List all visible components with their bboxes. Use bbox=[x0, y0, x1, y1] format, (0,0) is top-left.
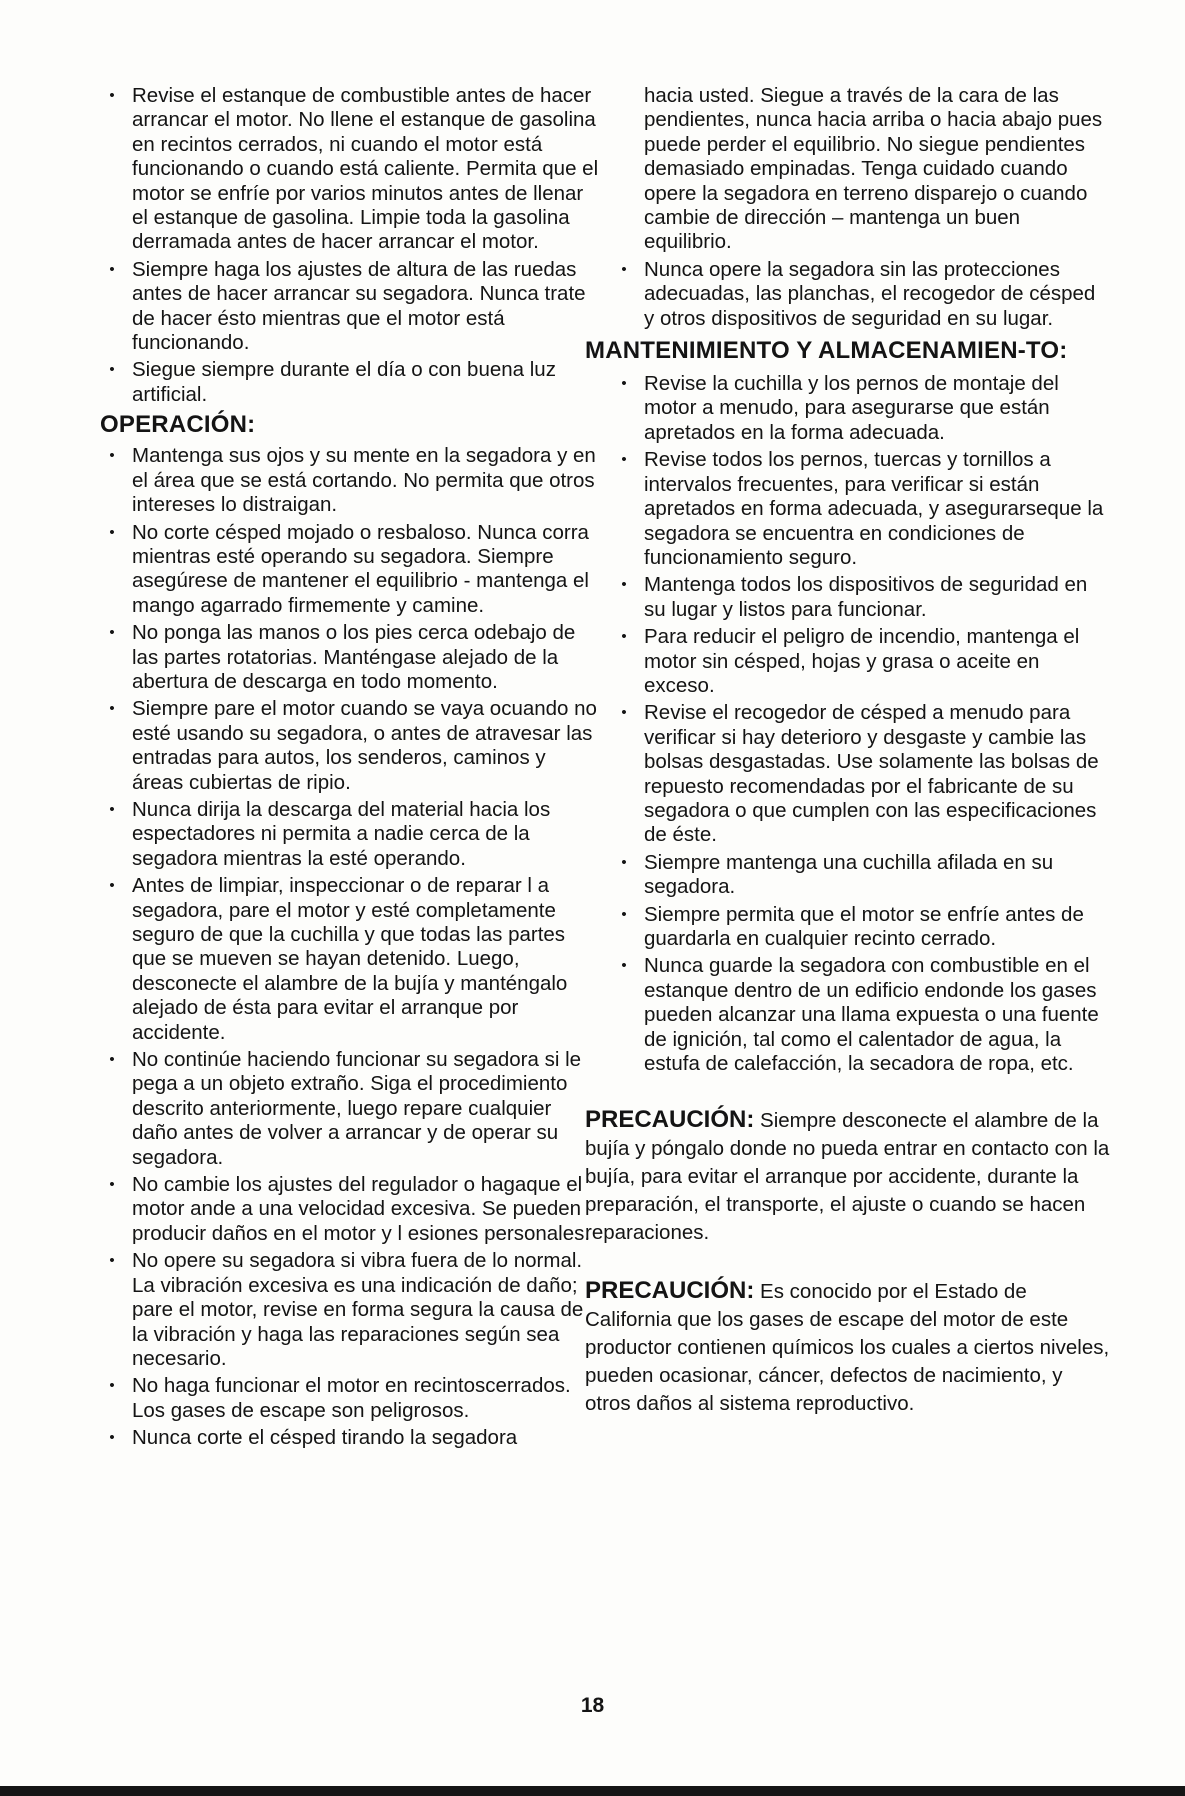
list-item: • Mantenga todos los dispositivos de seguridad en su lugar y listos para funcionar. bbox=[612, 573, 1110, 622]
bullet: • bbox=[109, 1429, 115, 1447]
caution-text: Siempre desconecte el alambre de la bujía y póngalo donde no pueda entrar en contacto con la bujía, para evitar el arranque por accidente, durante la preparación, el transporte, el ajuste o cuando se hacen reparaciones. bbox=[585, 1109, 1110, 1245]
bullet: • bbox=[109, 800, 115, 818]
list-item: • No haga funcionar el motor en recintoscerrados. Los gases de escape son peligrosos. bbox=[100, 1374, 600, 1423]
bullet: • bbox=[621, 853, 627, 871]
maintenance-list bbox=[612, 372, 1110, 1076]
list-item: • Siempre mantenga una cuchilla afilada en su segadora. bbox=[612, 851, 1110, 900]
bullet: • bbox=[109, 523, 115, 541]
bullet: • bbox=[109, 700, 115, 718]
list-item: • Siegue siempre durante el día o con buena luz artificial. bbox=[100, 358, 600, 407]
bullet: • bbox=[621, 957, 627, 975]
bullet: • bbox=[109, 260, 115, 278]
list-item: • No opere su segadora si vibra fuera de lo normal. La vibración excesiva es una indicación de daño; pare el motor, revise en forma segura la causa de la vibración y haga las reparaciones según sea necesario. bbox=[100, 1249, 600, 1371]
bullet: • bbox=[621, 905, 627, 923]
list-item: • Nunca opere la segadora sin las protecciones adecuadas, las planchas, el recogedor de césped y otros dispositivos de seguridad en su lugar. bbox=[612, 258, 1110, 331]
bullet: • bbox=[621, 260, 627, 278]
bullet: • bbox=[109, 624, 115, 642]
intro-list bbox=[100, 84, 600, 407]
page-number: 18 bbox=[580, 1694, 605, 1717]
bullet: • bbox=[621, 576, 627, 594]
list-item: • Para reducir el peligro de incendio, mantenga el motor sin césped, hojas y grasa o aceite en exceso. bbox=[612, 625, 1110, 698]
bullet: • bbox=[621, 704, 627, 722]
list-item: • Revise el estanque de combustible antes de hacer arrancar el motor. No llene el estanque de gasolina en recintos cerrados, ni cuando el motor está funcionando o cuando está caliente. Permita que el motor se enfríe por varios minutos antes de llenar el estanque de gasolina. Limpie toda la gasolina derramada antes de hacer arrancar el motor. bbox=[100, 84, 600, 255]
bullet: • bbox=[109, 1252, 115, 1270]
page-bottom-edge bbox=[0, 1786, 1185, 1796]
maintenance-heading: MANTENIMIENTO Y ALMACENAMIEN-TO: bbox=[585, 337, 1068, 365]
operation-heading: OPERACIÓN: bbox=[100, 411, 256, 439]
continued-paragraph: hacia usted. Siegue a través de la cara de las pendientes, nunca hacia arriba o hacia abajo pues puede perder el equilibrio. No siegue pendientes demasiado empinadas. Tenga cuidado cuando opere la segadora en terreno disparejo o cuando cambie de dirección – mantenga un buen equilibrio. bbox=[644, 84, 1103, 254]
list-item: • Nunca corte el césped tirando la segadora bbox=[100, 1426, 600, 1450]
bullet: • bbox=[109, 87, 115, 104]
bullet: • bbox=[109, 1176, 115, 1194]
list-item: • Revise la cuchilla y los pernos de montaje del motor a menudo, para asegurarse que están apretados en la forma adecuada. bbox=[612, 372, 1110, 445]
bullet: • bbox=[621, 451, 627, 469]
caution-paragraph bbox=[585, 1106, 1110, 1247]
bullet: • bbox=[109, 361, 115, 379]
caution-label: PRECAUCIÓN: bbox=[585, 1106, 755, 1134]
caution-block-california bbox=[585, 1277, 1110, 1418]
list-item: • Siempre haga los ajustes de altura de las ruedas antes de hacer arrancar su segadora. Nunca trate de hacer ésto mientras que el motor está funcionando. bbox=[100, 258, 600, 356]
list-item: • Nunca dirija la descarga del material hacia los espectadores ni permita a nadie cerca de la segadora mientras la esté operando. bbox=[100, 798, 600, 871]
extra-list bbox=[612, 258, 1110, 331]
bullet: • bbox=[621, 375, 627, 393]
list-item: • Nunca guarde la segadora con combustible en el estanque dentro de un edificio endonde los gases pueden alcanzar una llama expuesta o una fuente de ignición, tal como el calentador de agua, la estufa de calefacción, la secadora de ropa, etc. bbox=[612, 954, 1110, 1076]
list-item: • Revise todos los pernos, tuercas y tornillos a intervalos frecuentes, para verificar si están apretados en forma adecuada, y asegurarseque la segadora se encuentra en condiciones de funcionamiento seguro. bbox=[612, 448, 1110, 570]
list-item: • No ponga las manos o los pies cerca odebajo de las partes rotatorias. Manténgase alejado de la abertura de descarga en todo momento. bbox=[100, 621, 600, 694]
bullet: • bbox=[621, 628, 627, 646]
list-item: • Siempre permita que el motor se enfríe antes de guardarla en cualquier recinto cerrado. bbox=[612, 903, 1110, 952]
operation-list bbox=[100, 444, 600, 1450]
list-item: • No corte césped mojado o resbaloso. Nunca corra mientras esté operando su segadora. Siempre asegúrese de mantener el equilibrio - mantenga el mango agarrado firmemente y camine. bbox=[100, 521, 600, 619]
left-column bbox=[100, 84, 600, 1454]
list-item: • Antes de limpiar, inspeccionar o de reparar l a segadora, pare el motor y esté completamente seguro de que la cuchilla y que todas las partes que se mueven se hayan detenido. Luego, desconecte el alambre de la bujía y manténgalo alejado de ésta para evitar el arranque por accidente. bbox=[100, 874, 600, 1045]
list-item: • Siempre pare el motor cuando se vaya ocuando no esté usando su segadora, o antes de atravesar las entradas para autos, los senderos, caminos y áreas cubiertas de ripio. bbox=[100, 697, 600, 795]
list-item: • Mantenga sus ojos y su mente en la segadora y en el área que se está cortando. No permita que otros intereses lo distraigan. bbox=[100, 444, 600, 517]
caution-text: Es conocido por el Estado de California que los gases de escape del motor de este productor contienen químicos los cuales a ciertos niveles, pueden ocasionar, cáncer, defectos de nacimiento, y otros daños al sistema reproductivo. bbox=[585, 1280, 1110, 1416]
list-item: • Revise el recogedor de césped a menudo para verificar si hay deterioro y desgaste y cambie las bolsas desgastadas. Use solamente las bolsas de repuesto recomendadas por el fabricante de su segadora o que cumplen con las especificaciones de éste. bbox=[612, 701, 1110, 847]
bullet: • bbox=[109, 1377, 115, 1395]
bullet: • bbox=[109, 447, 115, 465]
bullet: • bbox=[109, 1051, 115, 1069]
caution-block-spark-plug bbox=[585, 1106, 1110, 1247]
right-column bbox=[585, 84, 1110, 1418]
list-item: • No cambie los ajustes del regulador o hagaque el motor ande a una velocidad excesiva. Se pueden producir daños en el motor y l esiones personales. bbox=[100, 1173, 600, 1246]
caution-paragraph bbox=[585, 1277, 1110, 1418]
bullet: • bbox=[109, 877, 115, 895]
list-item: • No continúe haciendo funcionar su segadora si le pega a un objeto extraño. Siga el procedimiento descrito anteriormente, luego repare cualquier daño antes de volver a arrancar y de operar su segadora. bbox=[100, 1048, 600, 1170]
caution-label: PRECAUCIÓN: bbox=[585, 1277, 755, 1305]
